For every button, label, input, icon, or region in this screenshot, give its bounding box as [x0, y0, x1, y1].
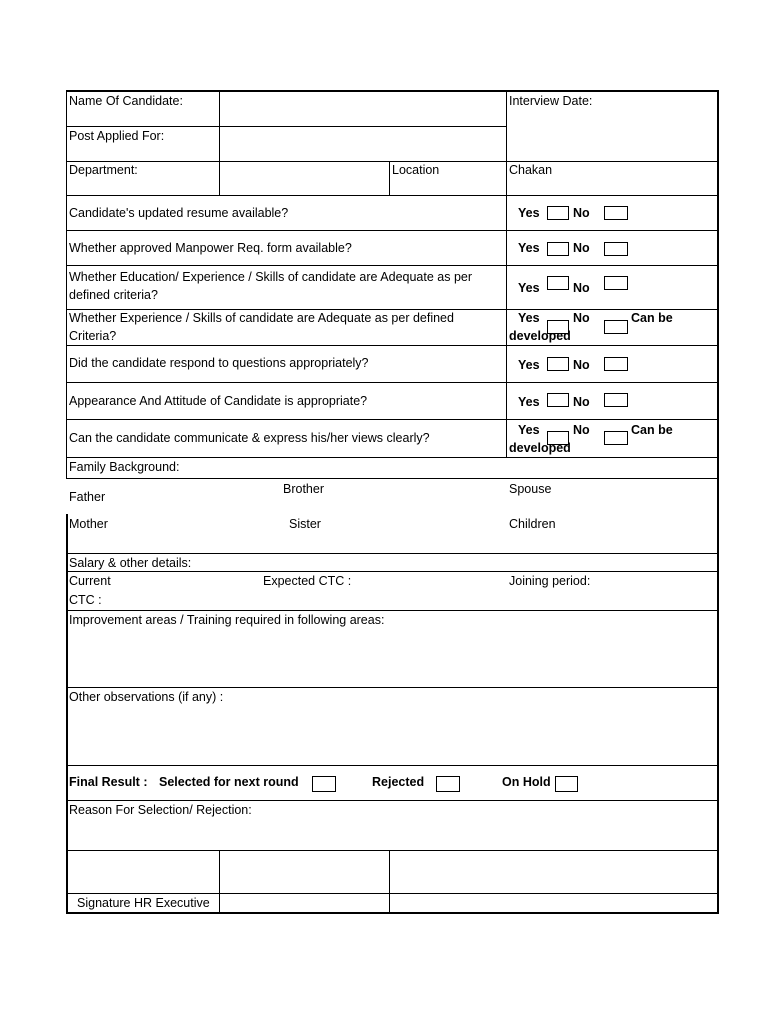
row-line: [66, 478, 718, 479]
yes-label: Yes: [518, 206, 540, 220]
brother-label: Brother: [283, 482, 324, 496]
other-observations-label: Other observations (if any) :: [69, 690, 224, 704]
yes-label: Yes: [518, 423, 540, 437]
border-right: [717, 91, 719, 914]
col-line: [506, 91, 507, 458]
yes-label: Yes: [518, 358, 540, 372]
spouse-label: Spouse: [509, 482, 552, 496]
rejected-checkbox[interactable]: [436, 776, 460, 792]
no-checkbox[interactable]: [604, 431, 628, 445]
no-label: No: [573, 358, 590, 372]
question-experience-skills: Whether Experience / Skills of candidate are Adequate as per defined Criteria?: [69, 311, 454, 343]
location-label: Location: [392, 163, 440, 177]
yes-checkbox[interactable]: [547, 393, 569, 407]
post-applied-label: Post Applied For:: [69, 129, 165, 143]
developed-label: developed: [509, 329, 571, 343]
row-line: [66, 195, 718, 196]
no-label: No: [573, 241, 590, 255]
no-checkbox[interactable]: [604, 242, 628, 256]
col-line: [219, 850, 220, 913]
can-be-label: Can be: [631, 311, 673, 325]
col-line: [219, 91, 220, 196]
question-resume: Candidate's updated resume available?: [69, 206, 289, 220]
department-label: Department:: [69, 163, 138, 177]
row-line: [66, 265, 718, 266]
no-label: No: [573, 423, 590, 437]
children-label: Children: [509, 517, 556, 531]
yes-label: Yes: [518, 241, 540, 255]
no-checkbox[interactable]: [604, 206, 628, 220]
current-ctc-label-line2: CTC :: [69, 593, 102, 607]
yes-checkbox[interactable]: [547, 206, 569, 220]
yes-label: Yes: [518, 311, 540, 325]
row-line: [66, 850, 718, 851]
row-line: [66, 765, 718, 766]
no-label: No: [573, 206, 590, 220]
no-label: No: [573, 281, 590, 295]
no-label: No: [573, 395, 590, 409]
no-checkbox[interactable]: [604, 320, 628, 334]
selected-next-round-label: Selected for next round: [159, 775, 299, 789]
selected-checkbox[interactable]: [312, 776, 336, 792]
yes-label: Yes: [518, 281, 540, 295]
question-appearance: Appearance And Attitude of Candidate is appropriate?: [69, 394, 368, 408]
salary-details-title: Salary & other details:: [69, 556, 192, 570]
name-of-candidate-label: Name Of Candidate:: [69, 94, 183, 108]
can-be-label: Can be: [631, 423, 673, 437]
on-hold-label: On Hold: [502, 775, 551, 789]
expected-ctc-label: Expected CTC :: [263, 574, 352, 588]
reason-label: Reason For Selection/ Rejection:: [69, 803, 252, 817]
family-background-title: Family Background:: [69, 460, 180, 474]
current-ctc-label: Current: [69, 574, 111, 588]
final-result-label: Final Result :: [69, 775, 148, 789]
improvement-areas-label: Improvement areas / Training required in following areas:: [69, 613, 385, 627]
signature-hr-label: Signature HR Executive: [77, 896, 210, 910]
no-checkbox[interactable]: [604, 276, 628, 290]
developed-label: developed: [509, 441, 571, 455]
on-hold-checkbox[interactable]: [555, 776, 578, 792]
row-line: [66, 230, 718, 231]
yes-checkbox[interactable]: [547, 242, 569, 256]
yes-label: Yes: [518, 395, 540, 409]
sister-label: Sister: [289, 517, 321, 531]
no-checkbox[interactable]: [604, 357, 628, 371]
question-communicate: Can the candidate communicate & express his/her views clearly?: [69, 431, 430, 445]
question-education-experience: Whether Education/ Experience / Skills of candidate are Adequate as per defined criteria?: [69, 270, 473, 302]
row-line: [66, 345, 718, 346]
question-respond: Did the candidate respond to questions appropriately?: [69, 356, 369, 370]
location-value: Chakan: [509, 163, 553, 177]
no-checkbox[interactable]: [604, 393, 628, 407]
col-line: [389, 161, 390, 196]
no-label: No: [573, 311, 590, 325]
joining-period-label: Joining period:: [509, 574, 591, 588]
border-bottom: [66, 912, 719, 914]
rejected-label: Rejected: [372, 775, 425, 789]
interview-date-label: Interview Date:: [509, 94, 593, 108]
border-left: [66, 91, 67, 479]
yes-checkbox[interactable]: [547, 276, 569, 290]
question-manpower-form: Whether approved Manpower Req. form available?: [69, 241, 352, 255]
border-left: [66, 514, 68, 914]
yes-checkbox[interactable]: [547, 357, 569, 371]
father-label: Father: [69, 490, 106, 504]
col-line: [389, 850, 390, 913]
row-line: [66, 419, 718, 420]
mother-label: Mother: [69, 517, 108, 531]
row-line: [66, 382, 718, 383]
